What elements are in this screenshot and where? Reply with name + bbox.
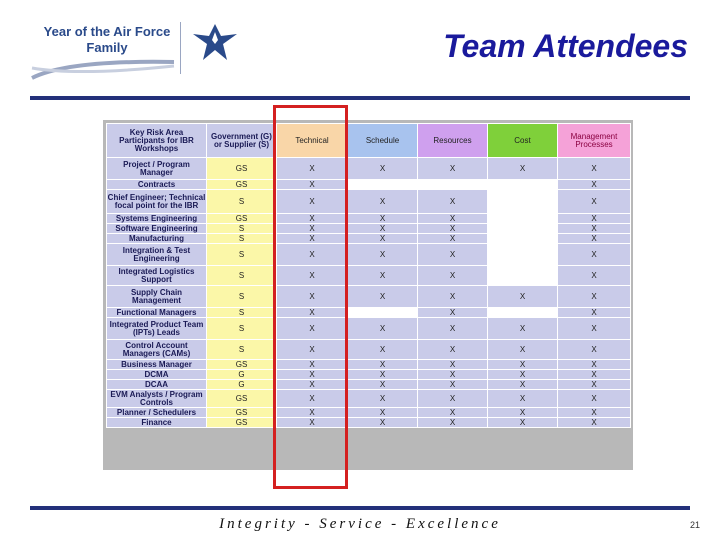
mark-cell: X: [488, 418, 558, 428]
gov-supplier-cell: GS: [207, 360, 277, 370]
gov-supplier-cell: S: [207, 244, 277, 266]
gov-supplier-cell: S: [207, 266, 277, 286]
gov-supplier-cell: S: [207, 224, 277, 234]
mark-cell: X: [277, 244, 348, 266]
mark-cell: X: [418, 244, 488, 266]
table-row: [107, 418, 631, 428]
role-cell: Project / Program Manager: [107, 158, 207, 180]
role-cell: DCAA: [107, 380, 207, 390]
mark-cell: X: [418, 308, 488, 318]
mark-cell: X: [348, 340, 418, 360]
mark-cell: X: [488, 318, 558, 340]
mark-cell: X: [558, 380, 631, 390]
page-number: 21: [690, 520, 701, 530]
table-row: [107, 234, 631, 244]
mark-cell: X: [277, 286, 348, 308]
table-row: [107, 308, 631, 318]
mark-cell: X: [558, 390, 631, 408]
mark-cell: X: [418, 380, 488, 390]
gov-supplier-cell: GS: [207, 408, 277, 418]
gov-supplier-cell: GS: [207, 390, 277, 408]
mark-cell: X: [277, 418, 348, 428]
mark-cell: X: [348, 360, 418, 370]
role-cell: Integrated Logistics Support: [107, 266, 207, 286]
header-management-processes: Management Processes: [558, 124, 631, 158]
mark-cell: X: [558, 214, 631, 224]
logo-line-2: Family: [86, 40, 128, 55]
mark-cell: X: [277, 408, 348, 418]
mark-cell: X: [418, 390, 488, 408]
logo-swoosh-icon: [28, 56, 178, 82]
mark-cell: X: [348, 244, 418, 266]
mark-cell: X: [348, 370, 418, 380]
mark-cell: X: [277, 180, 348, 190]
mark-cell: X: [558, 286, 631, 308]
role-cell: Finance: [107, 418, 207, 428]
role-cell: Integration & Test Engineering: [107, 244, 207, 266]
mark-cell: X: [418, 234, 488, 244]
table-row: [107, 266, 631, 286]
table-body: [107, 158, 631, 428]
mark-cell: X: [418, 340, 488, 360]
role-cell: Manufacturing: [107, 234, 207, 244]
page-title: Team Attendees: [443, 28, 688, 64]
header-resources: Resources: [418, 124, 488, 158]
table-row: [107, 380, 631, 390]
gov-supplier-cell: GS: [207, 158, 277, 180]
mark-cell: X: [418, 318, 488, 340]
role-cell: Software Engineering: [107, 224, 207, 234]
mark-cell: X: [348, 158, 418, 180]
mark-cell: [418, 180, 488, 190]
gov-supplier-cell: GS: [207, 214, 277, 224]
role-cell: DCMA: [107, 370, 207, 380]
mark-cell: X: [558, 158, 631, 180]
mark-cell: [488, 214, 558, 224]
gov-supplier-cell: S: [207, 190, 277, 214]
mark-cell: X: [488, 380, 558, 390]
mark-cell: X: [277, 390, 348, 408]
role-cell: Business Manager: [107, 360, 207, 370]
mark-cell: X: [277, 234, 348, 244]
mark-cell: X: [277, 214, 348, 224]
role-cell: Contracts: [107, 180, 207, 190]
mark-cell: X: [277, 224, 348, 234]
mark-cell: X: [418, 360, 488, 370]
table-row: [107, 158, 631, 180]
mark-cell: X: [488, 286, 558, 308]
mark-cell: X: [348, 266, 418, 286]
mark-cell: X: [348, 390, 418, 408]
mark-cell: X: [488, 408, 558, 418]
logo-divider: [180, 22, 181, 74]
mark-cell: X: [418, 286, 488, 308]
mark-cell: X: [558, 408, 631, 418]
gov-supplier-cell: GS: [207, 418, 277, 428]
logo-line-1: Year of the Air Force: [43, 24, 171, 39]
mark-cell: X: [348, 234, 418, 244]
gov-supplier-cell: S: [207, 234, 277, 244]
mark-cell: X: [277, 266, 348, 286]
gov-supplier-cell: S: [207, 286, 277, 308]
mark-cell: X: [558, 340, 631, 360]
mark-cell: X: [348, 380, 418, 390]
mark-cell: X: [558, 370, 631, 380]
mark-cell: X: [418, 224, 488, 234]
mark-cell: X: [277, 190, 348, 214]
mark-cell: [488, 266, 558, 286]
mark-cell: [488, 308, 558, 318]
role-cell: EVM Analysts / Program Controls: [107, 390, 207, 408]
mark-cell: [348, 308, 418, 318]
mark-cell: X: [348, 190, 418, 214]
mark-cell: X: [348, 214, 418, 224]
role-cell: Systems Engineering: [107, 214, 207, 224]
mark-cell: X: [277, 158, 348, 180]
table-row: [107, 390, 631, 408]
header-gov-supplier: Government (G) or Supplier (S): [207, 124, 277, 158]
mark-cell: X: [558, 418, 631, 428]
mark-cell: X: [558, 190, 631, 214]
mark-cell: X: [488, 340, 558, 360]
mark-cell: X: [488, 370, 558, 380]
role-cell: Functional Managers: [107, 308, 207, 318]
mark-cell: X: [277, 360, 348, 370]
mark-cell: X: [488, 158, 558, 180]
mark-cell: X: [277, 308, 348, 318]
mark-cell: X: [277, 318, 348, 340]
header-cost: Cost: [488, 124, 558, 158]
gov-supplier-cell: G: [207, 370, 277, 380]
mark-cell: [488, 190, 558, 214]
table-row: [107, 224, 631, 234]
mark-cell: X: [558, 224, 631, 234]
table-row: [107, 244, 631, 266]
gov-supplier-cell: G: [207, 380, 277, 390]
table-row: [107, 286, 631, 308]
mark-cell: X: [418, 266, 488, 286]
af-family-logo: [28, 20, 193, 82]
mark-cell: X: [348, 224, 418, 234]
role-cell: Planner / Schedulers: [107, 408, 207, 418]
mark-cell: [348, 180, 418, 190]
footer-rule: [30, 506, 690, 510]
mark-cell: X: [418, 158, 488, 180]
mark-cell: X: [418, 190, 488, 214]
table-row: [107, 408, 631, 418]
table-row: [107, 318, 631, 340]
table-header-row: [107, 124, 631, 158]
header-schedule: Schedule: [348, 124, 418, 158]
mark-cell: X: [348, 286, 418, 308]
table-row: [107, 360, 631, 370]
header-key-risk-area: Key Risk Area Participants for IBR Workshops: [107, 124, 207, 158]
mark-cell: X: [277, 380, 348, 390]
header-rule: [30, 96, 690, 100]
mark-cell: X: [488, 390, 558, 408]
mark-cell: X: [558, 360, 631, 370]
gov-supplier-cell: S: [207, 308, 277, 318]
mark-cell: X: [418, 214, 488, 224]
mark-cell: X: [277, 370, 348, 380]
air-force-wings-icon: [191, 18, 239, 66]
role-cell: Chief Engineer; Technical focal point for the IBR: [107, 190, 207, 214]
mark-cell: X: [558, 308, 631, 318]
gov-supplier-cell: S: [207, 318, 277, 340]
role-cell: Control Account Managers (CAMs): [107, 340, 207, 360]
header-technical: Technical: [277, 124, 348, 158]
table-row: [107, 180, 631, 190]
table-row: [107, 190, 631, 214]
mark-cell: X: [488, 360, 558, 370]
mark-cell: X: [558, 180, 631, 190]
attendees-table: [106, 123, 631, 428]
mark-cell: X: [558, 234, 631, 244]
mark-cell: X: [418, 370, 488, 380]
table-row: [107, 340, 631, 360]
mark-cell: X: [418, 408, 488, 418]
role-cell: Supply Chain Management: [107, 286, 207, 308]
role-cell: Integrated Product Team (IPTs) Leads: [107, 318, 207, 340]
mark-cell: X: [418, 418, 488, 428]
mark-cell: [488, 234, 558, 244]
gov-supplier-cell: GS: [207, 180, 277, 190]
mark-cell: [488, 180, 558, 190]
mark-cell: X: [277, 340, 348, 360]
logo-text: [34, 24, 180, 56]
mark-cell: X: [348, 418, 418, 428]
mark-cell: X: [348, 318, 418, 340]
mark-cell: X: [558, 318, 631, 340]
table-row: [107, 370, 631, 380]
mark-cell: X: [558, 244, 631, 266]
mark-cell: X: [348, 408, 418, 418]
table-row: [107, 214, 631, 224]
footer-motto: Integrity - Service - Excellence: [219, 516, 501, 532]
attendees-table-container: [103, 120, 633, 470]
mark-cell: X: [558, 266, 631, 286]
gov-supplier-cell: S: [207, 340, 277, 360]
mark-cell: [488, 244, 558, 266]
mark-cell: [488, 224, 558, 234]
